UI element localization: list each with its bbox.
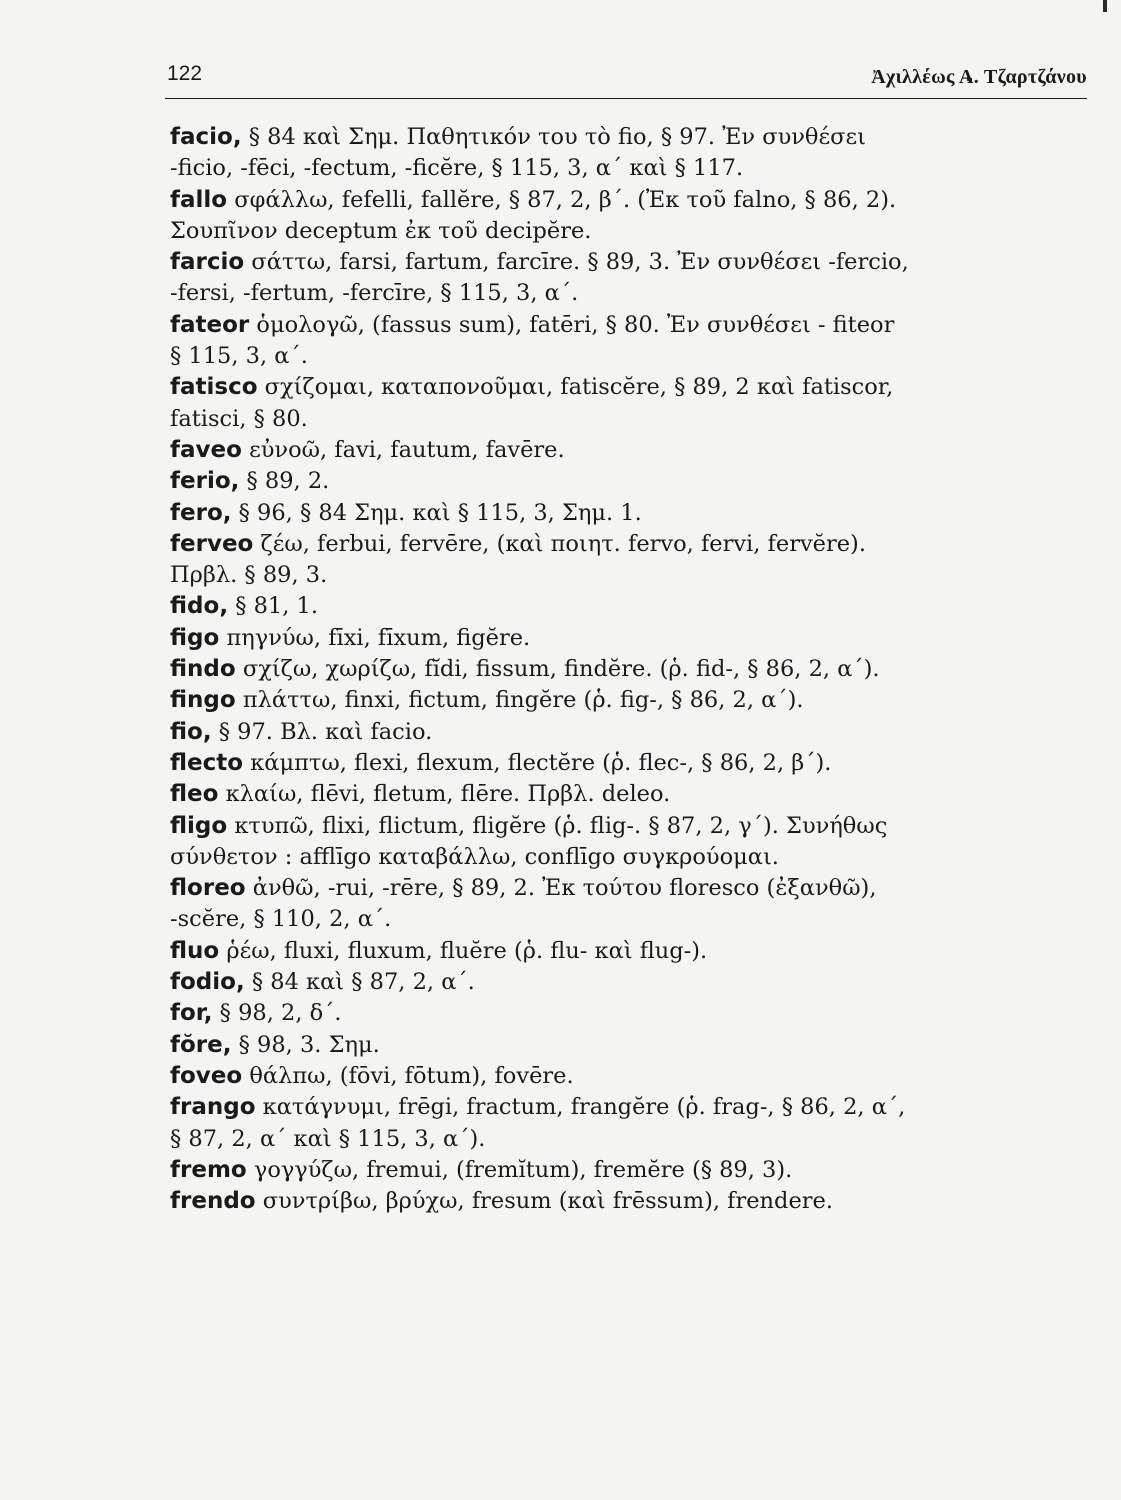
entry-list — [170, 122, 1075, 1217]
entry-continuation-line — [170, 560, 1075, 591]
entry-first-line — [170, 873, 1075, 904]
entry-continuation-line — [170, 404, 1075, 435]
entry-text: σχίζω, χωρίζω, fĭdi, fissum, findĕre. (ῥ. fid-, § 86, 2, α΄). — [235, 656, 880, 683]
dictionary-entry — [170, 1092, 1075, 1155]
entry-headword: ferio, — [170, 468, 240, 495]
entry-text: σχίζομαι, καταπονοῦμαι, fatiscĕre, § 89, 2 καὶ fatiscor, — [257, 374, 894, 401]
entry-continuation-line — [170, 153, 1075, 184]
dictionary-entry — [170, 466, 1075, 497]
dictionary-entry — [170, 936, 1075, 967]
entry-text: πλάττω, finxi, fictum, fingĕre (ῥ. fig-, § 86, 2, α΄). — [235, 687, 804, 714]
dictionary-entry — [170, 685, 1075, 716]
entry-text: ὁμολογῶ, (fassus sum), fatēri, § 80. Ἐν συνθέσει - fiteor — [249, 311, 895, 338]
entry-first-line — [170, 435, 1075, 466]
entry-first-line — [170, 122, 1075, 153]
dictionary-entry — [170, 1061, 1075, 1092]
entry-continuation-line — [170, 216, 1075, 247]
entry-text: fatisci, § 80. — [170, 405, 308, 432]
entry-text: § 84 καὶ Σημ. Παθητικόν του τὸ fio, § 97. Ἐν συνθέσει — [241, 124, 866, 150]
entry-first-line — [170, 748, 1075, 779]
entry-text: ῥέω, fluxi, fluxum, fluĕre (ῥ. flu- καὶ flug-). — [219, 937, 708, 964]
page-number: 122 — [167, 62, 203, 85]
entry-first-line — [170, 811, 1075, 842]
dictionary-entry — [170, 811, 1075, 874]
entry-headword: fingo — [170, 687, 236, 714]
entry-first-line — [170, 310, 1075, 341]
entry-text: § 96, § 84 Σημ. καὶ § 115, 3, Σημ. 1. — [231, 499, 642, 526]
dictionary-entry — [170, 498, 1075, 529]
dictionary-entry — [170, 591, 1075, 622]
entry-text: πηγνύω, fīxi, fīxum, figĕre. — [219, 624, 531, 651]
entry-headword: foveo — [170, 1062, 243, 1089]
entry-text: ζέω, ferbui, fervēre, (καὶ ποιητ. fervo, fervi, fervĕre). — [253, 530, 866, 557]
entry-text: § 97. Βλ. καὶ facio. — [211, 718, 433, 745]
dictionary-entry — [170, 185, 1075, 248]
entry-headword: fateor — [170, 311, 250, 338]
entry-text: συντρίβω, βρύχω, fresum (καὶ frēssum), frendere. — [255, 1188, 833, 1215]
page-header — [165, 58, 1087, 99]
dictionary-entry — [170, 247, 1075, 310]
entry-headword: fluo — [170, 937, 220, 964]
dictionary-entry — [170, 372, 1075, 435]
entry-headword: frango — [170, 1094, 256, 1121]
entry-first-line — [170, 529, 1075, 560]
entry-headword: faveo — [170, 436, 242, 463]
entry-first-line — [170, 1186, 1075, 1217]
dictionary-entry — [170, 654, 1075, 685]
entry-first-line — [170, 1092, 1075, 1123]
entry-text: Πρβλ. § 89, 3. — [170, 562, 328, 589]
entry-first-line — [170, 998, 1075, 1029]
entry-text: ἀνθῶ, -rui, -rēre, § 89, 2. Ἐκ τούτου floresco (ἐξανθῶ), — [245, 875, 877, 902]
running-head: Ἀχιλλέως Α. Τζαρτζάνου — [871, 66, 1087, 88]
dictionary-entry — [170, 998, 1075, 1029]
entry-text: εὐνοῶ, favi, fautum, favēre. — [241, 436, 565, 463]
dictionary-entry — [170, 967, 1075, 998]
corner-mark — [1103, 0, 1107, 12]
entry-first-line — [170, 372, 1075, 403]
entry-first-line — [170, 654, 1075, 685]
entry-headword: fŏre, — [170, 1031, 232, 1058]
dictionary-entry — [170, 873, 1075, 936]
entry-first-line — [170, 247, 1075, 278]
dictionary-entry — [170, 122, 1075, 185]
entry-text: § 115, 3, α΄. — [170, 343, 308, 370]
entry-headword: figo — [170, 624, 220, 651]
entry-first-line — [170, 1030, 1075, 1061]
entry-first-line — [170, 1155, 1075, 1186]
entry-text: κτυπῶ, flixi, flictum, fligĕre (ῥ. flig-. § 87, 2, γ΄). Συνήθως — [227, 812, 888, 839]
entry-first-line — [170, 779, 1075, 810]
entry-text: § 98, 2, δ΄. — [212, 1000, 342, 1027]
entry-text: γογγύζω, fremui, (fremĭtum), fremĕre (§ 89, 3). — [246, 1156, 793, 1183]
entry-first-line — [170, 466, 1075, 497]
entry-text: σάττω, farsi, fartum, farcīre. § 89, 3. Ἐν συνθέσει -fercio, — [244, 249, 909, 276]
entry-first-line — [170, 1061, 1075, 1092]
entry-headword: fatisco — [170, 374, 258, 401]
entry-continuation-line — [170, 278, 1075, 309]
dictionary-entry — [170, 529, 1075, 592]
entry-headword: floreo — [170, 875, 246, 902]
dictionary-entry — [170, 1186, 1075, 1217]
entry-headword: ferveo — [170, 530, 254, 557]
entry-headword: fio, — [170, 718, 212, 745]
entry-headword: findo — [170, 656, 236, 683]
dictionary-entry — [170, 748, 1075, 779]
entry-text: θάλπω, (fōvi, fōtum), fovēre. — [242, 1062, 574, 1089]
entry-text: § 87, 2, α΄ καὶ § 115, 3, α΄). — [170, 1125, 486, 1152]
entry-first-line — [170, 623, 1075, 654]
entry-text: κλαίω, flēvi, fletum, flēre. Πρβλ. deleo. — [218, 781, 671, 808]
entry-headword: facio, — [170, 124, 242, 150]
entry-first-line — [170, 498, 1075, 529]
entry-headword: fligo — [170, 812, 228, 839]
entry-continuation-line — [170, 1124, 1075, 1155]
dictionary-entry — [170, 623, 1075, 654]
entry-headword: farcio — [170, 249, 245, 276]
entry-text: Σουπῖνον deceptum ἐκ τοῦ decipĕre. — [170, 217, 592, 244]
entry-headword: for, — [170, 1000, 213, 1027]
entry-text: -ficio, -fēci, -fectum, -ficĕre, § 115, 3, α΄ καὶ § 117. — [170, 155, 744, 182]
dictionary-entry — [170, 310, 1075, 373]
entry-headword: fallo — [170, 186, 228, 213]
entry-text: κάμπτω, flexi, flexum, flectĕre (ῥ. flec-, § 86, 2, β΄). — [243, 749, 832, 776]
dictionary-entry — [170, 717, 1075, 748]
entry-text: § 81, 1. — [228, 593, 319, 620]
entry-headword: fleo — [170, 781, 219, 808]
entry-headword: fero, — [170, 499, 232, 526]
entry-headword: flecto — [170, 749, 244, 776]
entry-first-line — [170, 185, 1075, 216]
entry-text: σφάλλω, fefelli, fallĕre, § 87, 2, β΄. (Ἐκ τοῦ falno, § 86, 2). — [227, 186, 897, 213]
entry-headword: fido, — [170, 593, 229, 620]
entry-text: κατάγνυμι, frēgi, fractum, frangĕre (ῥ. frag-, § 86, 2, α΄, — [255, 1094, 906, 1121]
entry-continuation-line — [170, 904, 1075, 935]
entry-headword: fodio, — [170, 969, 245, 996]
entry-continuation-line — [170, 842, 1075, 873]
entry-text: -fersi, -fertum, -fercīre, § 115, 3, α΄. — [170, 280, 579, 307]
entry-text: § 89, 2. — [239, 468, 330, 495]
entry-continuation-line — [170, 341, 1075, 372]
dictionary-entry — [170, 779, 1075, 810]
dictionary-entry — [170, 435, 1075, 466]
dictionary-entry — [170, 1155, 1075, 1186]
entry-first-line — [170, 967, 1075, 998]
entry-text: § 98, 3. Σημ. — [231, 1031, 380, 1058]
entry-headword: fremo — [170, 1156, 247, 1183]
entry-text: § 84 καὶ § 87, 2, α΄. — [244, 969, 475, 996]
dictionary-entry — [170, 1030, 1075, 1061]
entry-first-line — [170, 936, 1075, 967]
entry-text: -scĕre, § 110, 2, α΄. — [170, 906, 392, 933]
entry-first-line — [170, 717, 1075, 748]
entry-first-line — [170, 591, 1075, 622]
entry-text: σύνθετον : afflīgo καταβάλλω, conflīgo συγκρούομαι. — [170, 843, 779, 870]
entry-headword: frendo — [170, 1188, 256, 1215]
entry-first-line — [170, 685, 1075, 716]
